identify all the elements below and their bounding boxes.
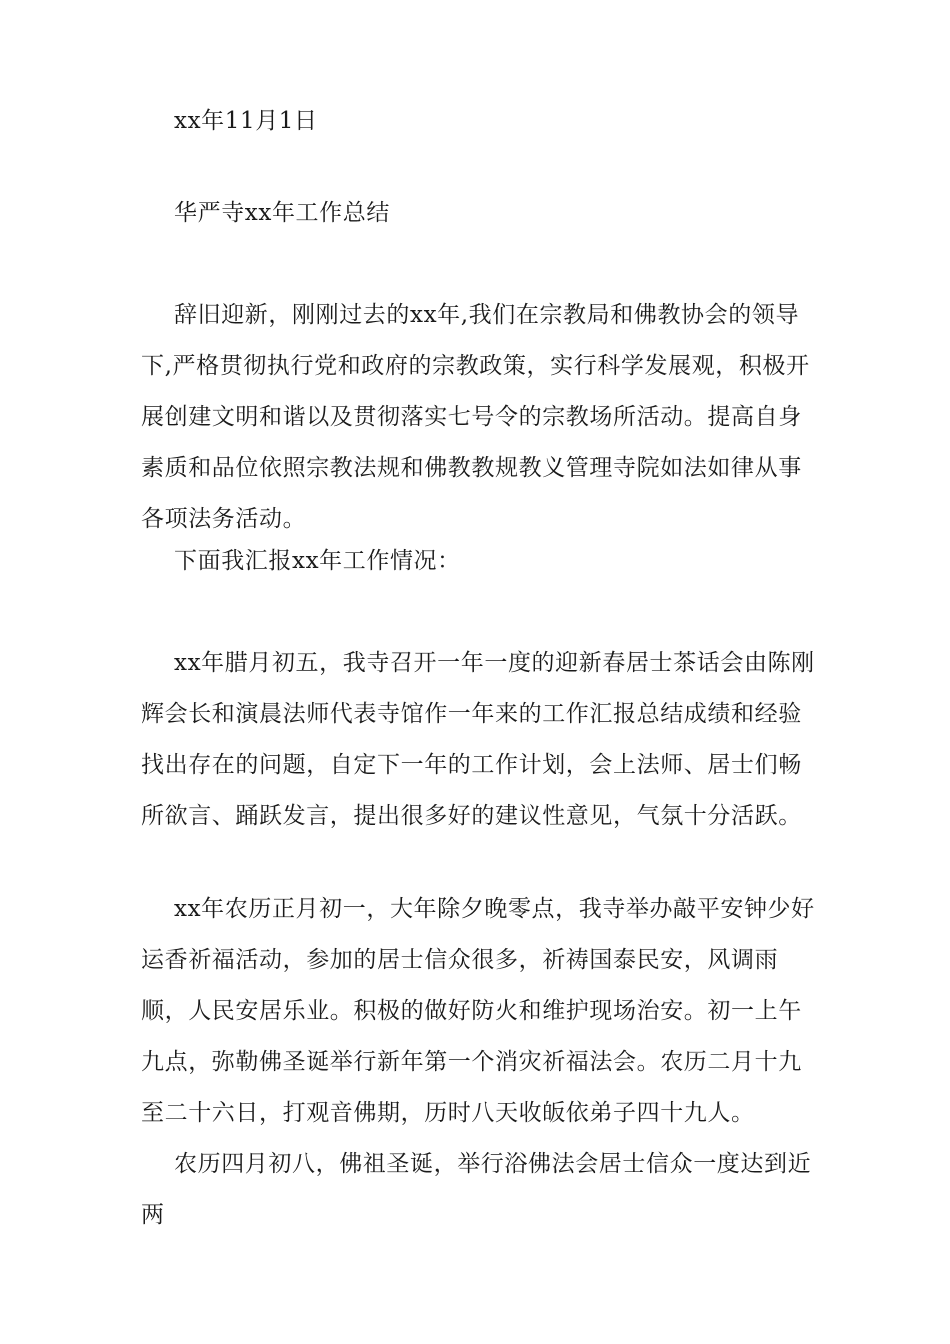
document-title: 华严寺xx年工作总结 [174, 200, 390, 226]
paragraph-buddha-birthday: 农历四月初八，佛祖圣诞，举行浴佛法会居士信众一度达到近两 [141, 1151, 812, 1228]
paragraph-intro: 辞旧迎新，刚刚过去的xx年,我们在宗教局和佛教协会的领导下,严格贯彻执行党和政府的宗教政策，实行科学发展观，积极开展创建文明和谐以及贯彻落实七号令的宗教场所活动。提高自身素质和品位依照宗教法规和佛教教规教义管理寺院如法如律从事各项法务活动。 [141, 302, 810, 532]
paragraph-new-year-blessing: xx年农历正月初一，大年除夕晚零点，我寺举办敲平安钟少好运香祈福活动，参加的居士信众很多，祈祷国泰民安，风调雨顺，人民安居乐业。积极的做好防火和维护现场治安。初一上午九点，弥勒佛圣诞举行新年第一个消灾祈福法会。农历二月十九至二十六日，打观音佛期，历时八天收皈依弟子四十九人。 [141, 896, 815, 1126]
document-date: xx年11月1日 [174, 108, 318, 134]
paragraph-report-heading: 下面我汇报xx年工作情况： [174, 548, 461, 574]
paragraph-tea-party: xx年腊月初五，我寺召开一年一度的迎新春居士茶话会由陈刚辉会长和演晨法师代表寺馆作一年来的工作汇报总结成绩和经验找出存在的问题，自定下一年的工作计划，会上法师、居士们畅所欲言、踊跃发言，提出很多好的建议性意见，气氛十分活跃。 [141, 650, 815, 829]
